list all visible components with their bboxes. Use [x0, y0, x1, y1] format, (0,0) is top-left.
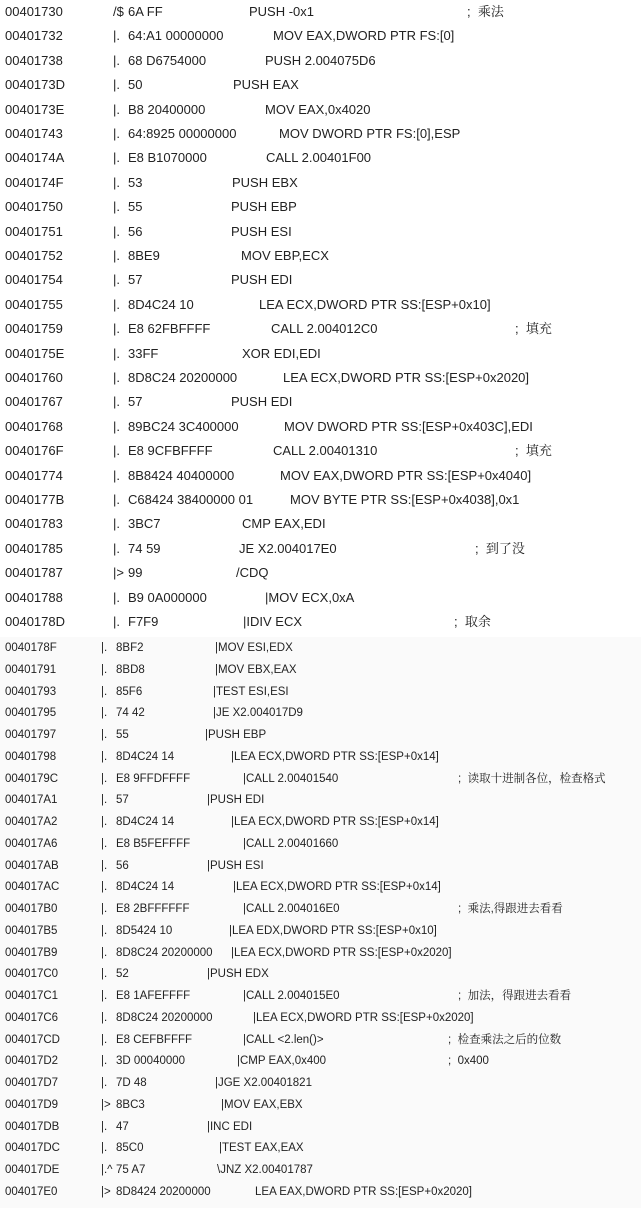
instruction-cell: PUSH 2.004075D6 — [265, 52, 376, 68]
address-cell: 004017C0 — [5, 968, 59, 981]
instruction-cell: |LEA ECX,DWORD PTR SS:[ESP+0x2020] — [253, 1011, 474, 1024]
flow-marker-cell: |. — [113, 223, 120, 239]
address-cell: 004017B9 — [5, 946, 58, 959]
flow-marker-cell: |. — [113, 418, 120, 434]
address-cell: 00401783 — [5, 516, 63, 532]
flow-marker-cell: |. — [101, 859, 108, 872]
hex-bytes-cell: 8D8424 20200000 — [116, 1185, 211, 1198]
instruction-cell: |CALL 2.00401540 — [243, 772, 339, 785]
instruction-cell: JE X2.004017E0 — [239, 540, 337, 556]
hex-bytes-cell: 53 — [128, 174, 143, 190]
disassembly-row[interactable] — [0, 637, 641, 661]
hex-bytes-cell: 68 D6754000 — [128, 52, 207, 68]
instruction-cell: |INC EDI — [207, 1120, 253, 1133]
address-cell: 00401760 — [5, 370, 63, 385]
instruction-cell: MOV EBP,ECX — [241, 248, 329, 263]
address-cell: 004017B0 — [5, 903, 58, 915]
hex-bytes-cell: 64:A1 00000000 — [128, 28, 224, 44]
address-cell: 004017DB — [5, 1120, 60, 1133]
address-cell: 00401785 — [5, 540, 63, 556]
hex-bytes-cell: 56 — [128, 223, 143, 239]
address-cell: 00401798 — [5, 750, 57, 763]
instruction-cell: |TEST ESI,ESI — [213, 685, 289, 698]
instruction-cell: MOV EAX,DWORD PTR SS:[ESP+0x4040] — [280, 467, 532, 483]
hex-bytes-cell: 55 — [116, 729, 129, 741]
flow-marker-cell: |. — [101, 729, 108, 741]
comment-cell: ; 0x400 — [448, 1055, 489, 1068]
instruction-cell: |MOV EBX,EAX — [215, 663, 297, 676]
hex-bytes-cell: 8D4C24 14 — [116, 750, 175, 763]
hex-bytes-cell: 99 — [128, 565, 143, 581]
flow-marker-cell: |. — [101, 1033, 108, 1046]
address-cell: 0040173E — [5, 101, 65, 117]
address-cell: 004017DE — [5, 1164, 60, 1176]
comment-cell: ; 到了没 — [475, 540, 525, 556]
address-cell: 0040178F — [5, 642, 57, 654]
instruction-cell: |MOV ESI,EDX — [215, 642, 293, 654]
disassembly-row[interactable] — [0, 789, 641, 813]
address-cell: 004017E0 — [5, 1185, 58, 1198]
hex-bytes-cell: 3D 00040000 — [116, 1055, 186, 1068]
disassembly-row[interactable] — [0, 811, 641, 835]
flow-marker-cell: |. — [101, 1011, 108, 1024]
disassembly-row[interactable] — [0, 1072, 641, 1096]
address-cell: 004017AB — [5, 859, 59, 872]
comment-cell: ; 加法，得跟进去看看 — [458, 990, 572, 1002]
flow-marker-cell: |. — [113, 345, 120, 361]
hex-bytes-cell: B8 20400000 — [128, 101, 206, 117]
hex-bytes-cell: E8 1AFEFFFF — [116, 990, 191, 1002]
instruction-cell: MOV DWORD PTR SS:[ESP+0x403C],EDI — [284, 418, 533, 434]
address-cell: 004017C6 — [5, 1011, 59, 1024]
flow-marker-cell: |. — [101, 881, 108, 894]
address-cell: 0040175E — [5, 345, 65, 361]
flow-marker-cell: |. — [101, 924, 108, 937]
address-cell: 00401732 — [5, 28, 63, 44]
address-cell: 004017D2 — [5, 1055, 59, 1068]
instruction-cell: |PUSH EBP — [205, 729, 267, 741]
disassembly-row[interactable] — [0, 681, 641, 705]
flow-marker-cell: |> — [113, 565, 124, 581]
disassembly-row[interactable] — [0, 833, 641, 857]
flow-marker-cell: |. — [101, 837, 108, 850]
address-cell: 00401767 — [5, 394, 63, 410]
flow-marker-cell: |> — [101, 1098, 111, 1111]
hex-bytes-cell: 89BC24 3C400000 — [128, 418, 239, 434]
flow-marker-cell: |. — [101, 1055, 108, 1068]
flow-marker-cell: |. — [101, 1142, 108, 1155]
address-cell: 00401795 — [5, 707, 57, 720]
address-cell: 00401730 — [5, 4, 63, 19]
instruction-cell: |LEA ECX,DWORD PTR SS:[ESP+0x14] — [231, 816, 439, 828]
instruction-cell: |LEA ECX,DWORD PTR SS:[ESP+0x14] — [233, 881, 441, 894]
instruction-cell: |LEA ECX,DWORD PTR SS:[ESP+0x2020] — [231, 946, 452, 959]
hex-bytes-cell: 8BF2 — [116, 642, 144, 654]
hex-bytes-cell: 8D8C24 20200000 — [116, 1011, 213, 1024]
flow-marker-cell: |. — [113, 321, 120, 337]
disassembly-row[interactable] — [0, 942, 641, 966]
flow-marker-cell: |. — [113, 174, 120, 190]
flow-marker-cell: |. — [101, 1120, 108, 1133]
hex-bytes-cell: 8BE9 — [128, 248, 160, 263]
disassembly-row[interactable] — [0, 610, 641, 634]
address-cell: 004017D9 — [5, 1098, 59, 1111]
hex-bytes-cell: 56 — [116, 859, 129, 872]
instruction-cell: |CMP EAX,0x400 — [237, 1055, 327, 1068]
address-cell: 004017AC — [5, 881, 60, 894]
disassembly-row[interactable] — [0, 768, 641, 792]
instruction-cell: |LEA EDX,DWORD PTR SS:[ESP+0x10] — [229, 924, 437, 937]
disassembly-row[interactable] — [0, 1094, 641, 1118]
instruction-cell: PUSH EDI — [231, 272, 293, 288]
flow-marker-cell: |. — [101, 707, 108, 720]
hex-bytes-cell: B9 0A000000 — [128, 589, 207, 605]
instruction-cell: |PUSH EDX — [207, 968, 269, 981]
flow-marker-cell: |. — [101, 946, 108, 959]
instruction-cell: XOR EDI,EDI — [242, 345, 321, 361]
address-cell: 00401750 — [5, 199, 63, 215]
disassembly-row[interactable] — [0, 985, 641, 1009]
address-cell: 0040178D — [5, 614, 65, 629]
flow-marker-cell: |. — [113, 52, 120, 68]
hex-bytes-cell: 74 42 — [116, 707, 145, 720]
disassembly-row[interactable] — [0, 98, 641, 122]
instruction-cell: CALL 2.004012C0 — [271, 321, 378, 337]
flow-marker-cell: |. — [113, 492, 120, 507]
flow-marker-cell: |. — [101, 750, 108, 763]
hex-bytes-cell: 8D8C24 20200000 — [116, 946, 213, 959]
hex-bytes-cell: 7D 48 — [116, 1077, 147, 1089]
hex-bytes-cell: 8D4C24 10 — [128, 296, 194, 312]
flow-marker-cell: |. — [113, 126, 120, 141]
flow-marker-cell: |. — [101, 794, 108, 807]
instruction-cell: |LEA ECX,DWORD PTR SS:[ESP+0x14] — [231, 750, 439, 763]
disassembly-row[interactable] — [0, 1181, 641, 1205]
comment-cell: ; 填充 — [515, 443, 552, 459]
flow-marker-cell: |. — [113, 272, 120, 288]
comment-cell: ; 读取十进制各位，检查格式 — [458, 772, 606, 785]
disassembly-row[interactable] — [0, 415, 641, 439]
disassembly-row[interactable] — [0, 746, 641, 770]
flow-marker-cell: |. — [101, 990, 108, 1002]
hex-bytes-cell: 47 — [116, 1120, 129, 1133]
instruction-cell: |CALL <2.len()> — [243, 1033, 324, 1046]
hex-bytes-cell: E8 B1070000 — [128, 150, 207, 166]
flow-marker-cell: |. — [113, 614, 120, 629]
disassembly-row[interactable] — [0, 920, 641, 944]
address-cell: 0040174F — [5, 174, 64, 190]
instruction-cell: MOV DWORD PTR FS:[0],ESP — [279, 126, 461, 141]
hex-bytes-cell: 57 — [128, 394, 143, 410]
hex-bytes-cell: 85F6 — [116, 685, 143, 698]
comment-cell: ; 填充 — [515, 321, 552, 337]
instruction-cell: |CALL 2.004015E0 — [243, 990, 340, 1002]
address-cell: 00401752 — [5, 248, 63, 263]
address-cell: 004017A1 — [5, 794, 58, 807]
instruction-cell: |PUSH ESI — [207, 859, 264, 872]
hex-bytes-cell: 74 59 — [128, 540, 161, 556]
disassembly-row[interactable] — [0, 537, 641, 561]
disassembly-row[interactable] — [0, 1137, 641, 1161]
hex-bytes-cell: 50 — [128, 77, 143, 93]
disassembly-row[interactable] — [0, 1007, 641, 1031]
address-cell: 0040176F — [5, 443, 64, 459]
hex-bytes-cell: 55 — [128, 199, 143, 215]
hex-bytes-cell: E8 9FFDFFFF — [116, 772, 191, 785]
instruction-cell: |CALL 2.00401660 — [243, 837, 339, 850]
hex-bytes-cell: F7F9 — [128, 614, 159, 629]
instruction-cell: LEA EAX,DWORD PTR SS:[ESP+0x2020] — [255, 1185, 472, 1198]
hex-bytes-cell: 8BC3 — [116, 1098, 145, 1111]
instruction-cell: /CDQ — [236, 565, 269, 581]
disassembly-row[interactable] — [0, 317, 641, 341]
address-cell: 0040173D — [5, 77, 65, 93]
hex-bytes-cell: 64:8925 00000000 — [128, 126, 237, 141]
address-cell: 00401787 — [5, 565, 63, 581]
hex-bytes-cell: 33FF — [128, 345, 159, 361]
disassembly-row[interactable] — [0, 855, 641, 879]
address-cell: 004017B5 — [5, 924, 58, 937]
instruction-cell: PUSH EAX — [233, 77, 299, 93]
flow-marker-cell: |. — [113, 199, 120, 215]
disassembly-row[interactable] — [0, 268, 641, 292]
disassembly-row[interactable] — [0, 1029, 641, 1053]
disassembly-panel-bottom — [0, 637, 641, 1208]
disassembly-row[interactable] — [0, 0, 641, 24]
flow-marker-cell: |. — [101, 772, 108, 785]
instruction-cell: |JE X2.004017D9 — [213, 707, 303, 720]
hex-bytes-cell: 8D4C24 14 — [116, 881, 175, 894]
address-cell: 00401797 — [5, 729, 57, 741]
flow-marker-cell: |. — [113, 77, 120, 93]
flow-marker-cell: /$ — [113, 4, 124, 19]
hex-bytes-cell: E8 B5FEFFFF — [116, 837, 191, 850]
disassembly-row[interactable] — [0, 122, 641, 146]
address-cell: 00401751 — [5, 223, 63, 239]
comment-cell: ; 乘法 — [467, 4, 504, 19]
hex-bytes-cell: 8B8424 40400000 — [128, 467, 235, 483]
instruction-cell: CMP EAX,EDI — [242, 516, 326, 532]
flow-marker-cell: |. — [113, 101, 120, 117]
disassembly-row[interactable] — [0, 512, 641, 536]
disassembly-row[interactable] — [0, 488, 641, 512]
address-cell: 0040174A — [5, 150, 65, 166]
instruction-cell: CALL 2.00401310 — [273, 443, 378, 459]
flow-marker-cell: |> — [101, 1185, 111, 1198]
flow-marker-cell: |. — [101, 1077, 108, 1089]
instruction-cell: MOV BYTE PTR SS:[ESP+0x4038],0x1 — [290, 492, 520, 507]
instruction-cell: |MOV EAX,EBX — [221, 1098, 303, 1111]
flow-marker-cell: |. — [113, 394, 120, 410]
instruction-cell: PUSH EBP — [231, 199, 297, 215]
address-cell: 004017DC — [5, 1142, 60, 1155]
disassembly-row[interactable] — [0, 390, 641, 414]
flow-marker-cell: |. — [113, 150, 120, 166]
address-cell: 00401788 — [5, 589, 63, 605]
instruction-cell: MOV EAX,0x4020 — [265, 101, 371, 117]
disassembly-row[interactable] — [0, 220, 641, 244]
disassembly-row[interactable] — [0, 293, 641, 317]
hex-bytes-cell: E8 9CFBFFFF — [128, 443, 213, 459]
instruction-cell: |IDIV ECX — [243, 614, 303, 629]
hex-bytes-cell: 3BC7 — [128, 516, 161, 532]
disassembly-row[interactable] — [0, 464, 641, 488]
hex-bytes-cell: 6A FF — [128, 4, 163, 19]
address-cell: 00401759 — [5, 321, 63, 337]
instruction-cell: |JGE X2.00401821 — [215, 1077, 312, 1089]
disassembly-row[interactable] — [0, 1050, 641, 1074]
instruction-cell: \JNZ X2.00401787 — [217, 1164, 313, 1176]
hex-bytes-cell: C68424 38400000 01 — [128, 492, 254, 507]
instruction-cell: PUSH EBX — [232, 174, 298, 190]
address-cell: 004017A6 — [5, 837, 58, 850]
disassembly-row[interactable] — [0, 146, 641, 170]
flow-marker-cell: |. — [113, 248, 120, 263]
address-cell: 00401768 — [5, 418, 63, 434]
hex-bytes-cell: E8 62FBFFFF — [128, 321, 211, 337]
disassembly-row[interactable] — [0, 49, 641, 73]
hex-bytes-cell: 8D4C24 14 — [116, 816, 175, 828]
disassembly-row[interactable] — [0, 24, 641, 48]
flow-marker-cell: |. — [113, 28, 120, 44]
disassembly-row[interactable] — [0, 439, 641, 463]
address-cell: 004017A2 — [5, 816, 58, 828]
disassembly-row[interactable] — [0, 724, 641, 748]
disassembly-row[interactable] — [0, 195, 641, 219]
instruction-cell: LEA ECX,DWORD PTR SS:[ESP+0x2020] — [283, 370, 530, 385]
flow-marker-cell: |. — [113, 516, 120, 532]
disassembly-row[interactable] — [0, 561, 641, 585]
flow-marker-cell: |. — [101, 903, 108, 915]
address-cell: 00401793 — [5, 685, 57, 698]
comment-cell: ; 乘法,得跟进去看看 — [458, 903, 563, 915]
comment-cell: ; 取余 — [454, 614, 491, 629]
flow-marker-cell: |. — [113, 370, 120, 385]
disassembly-row[interactable] — [0, 659, 641, 683]
address-cell: 00401755 — [5, 296, 63, 312]
hex-bytes-cell: 8BD8 — [116, 663, 145, 676]
hex-bytes-cell: 75 A7 — [116, 1164, 146, 1176]
hex-bytes-cell: 85C0 — [116, 1142, 144, 1155]
hex-bytes-cell: E8 2BFFFFFF — [116, 903, 190, 915]
hex-bytes-cell: 8D8C24 20200000 — [128, 370, 238, 385]
address-cell: 004017CD — [5, 1033, 60, 1046]
instruction-cell: |TEST EAX,EAX — [219, 1142, 304, 1155]
instruction-cell: PUSH ESI — [231, 223, 292, 239]
disassembly-row[interactable] — [0, 1159, 641, 1183]
instruction-cell: PUSH -0x1 — [249, 4, 315, 19]
disassembly-row[interactable] — [0, 171, 641, 195]
address-cell: 00401743 — [5, 126, 63, 141]
address-cell: 00401754 — [5, 272, 63, 288]
flow-marker-cell: |.^ — [101, 1164, 113, 1176]
hex-bytes-cell: E8 CEFBFFFF — [116, 1033, 193, 1046]
instruction-cell: CALL 2.00401F00 — [266, 150, 372, 166]
flow-marker-cell: |. — [101, 642, 108, 654]
disassembly-row[interactable] — [0, 876, 641, 900]
hex-bytes-cell: 57 — [116, 794, 129, 807]
instruction-cell: LEA ECX,DWORD PTR SS:[ESP+0x10] — [259, 296, 491, 312]
address-cell: 00401774 — [5, 467, 63, 483]
disassembly-row[interactable] — [0, 898, 641, 922]
flow-marker-cell: |. — [113, 443, 120, 459]
flow-marker-cell: |. — [101, 816, 108, 828]
disassembly-row[interactable] — [0, 586, 641, 610]
instruction-cell: |CALL 2.004016E0 — [243, 903, 340, 915]
hex-bytes-cell: 8D5424 10 — [116, 924, 173, 937]
flow-marker-cell: |. — [101, 968, 108, 981]
flow-marker-cell: |. — [113, 467, 120, 483]
address-cell: 004017D7 — [5, 1077, 59, 1089]
disassembly-row[interactable] — [0, 366, 641, 390]
instruction-cell: |MOV ECX,0xA — [265, 589, 355, 605]
address-cell: 00401738 — [5, 52, 63, 68]
disassembly-row[interactable] — [0, 244, 641, 268]
address-cell: 004017C1 — [5, 990, 59, 1002]
flow-marker-cell: |. — [101, 685, 108, 698]
disassembly-row[interactable] — [0, 963, 641, 987]
address-cell: 0040179C — [5, 772, 59, 785]
disassembly-row[interactable] — [0, 342, 641, 366]
flow-marker-cell: |. — [113, 589, 120, 605]
hex-bytes-cell: 57 — [128, 272, 143, 288]
instruction-cell: PUSH EDI — [231, 394, 293, 410]
flow-marker-cell: |. — [113, 296, 120, 312]
hex-bytes-cell: 52 — [116, 968, 129, 981]
instruction-cell: MOV EAX,DWORD PTR FS:[0] — [273, 28, 455, 44]
disassembly-row[interactable] — [0, 1116, 641, 1140]
disassembly-row[interactable] — [0, 73, 641, 97]
comment-cell: ; 检查乘法之后的位数 — [448, 1033, 562, 1046]
address-cell: 00401791 — [5, 663, 57, 676]
flow-marker-cell: |. — [113, 540, 120, 556]
disassembly-row[interactable] — [0, 702, 641, 726]
flow-marker-cell: |. — [101, 663, 108, 676]
instruction-cell: |PUSH EDI — [207, 794, 265, 807]
address-cell: 0040177B — [5, 492, 65, 507]
